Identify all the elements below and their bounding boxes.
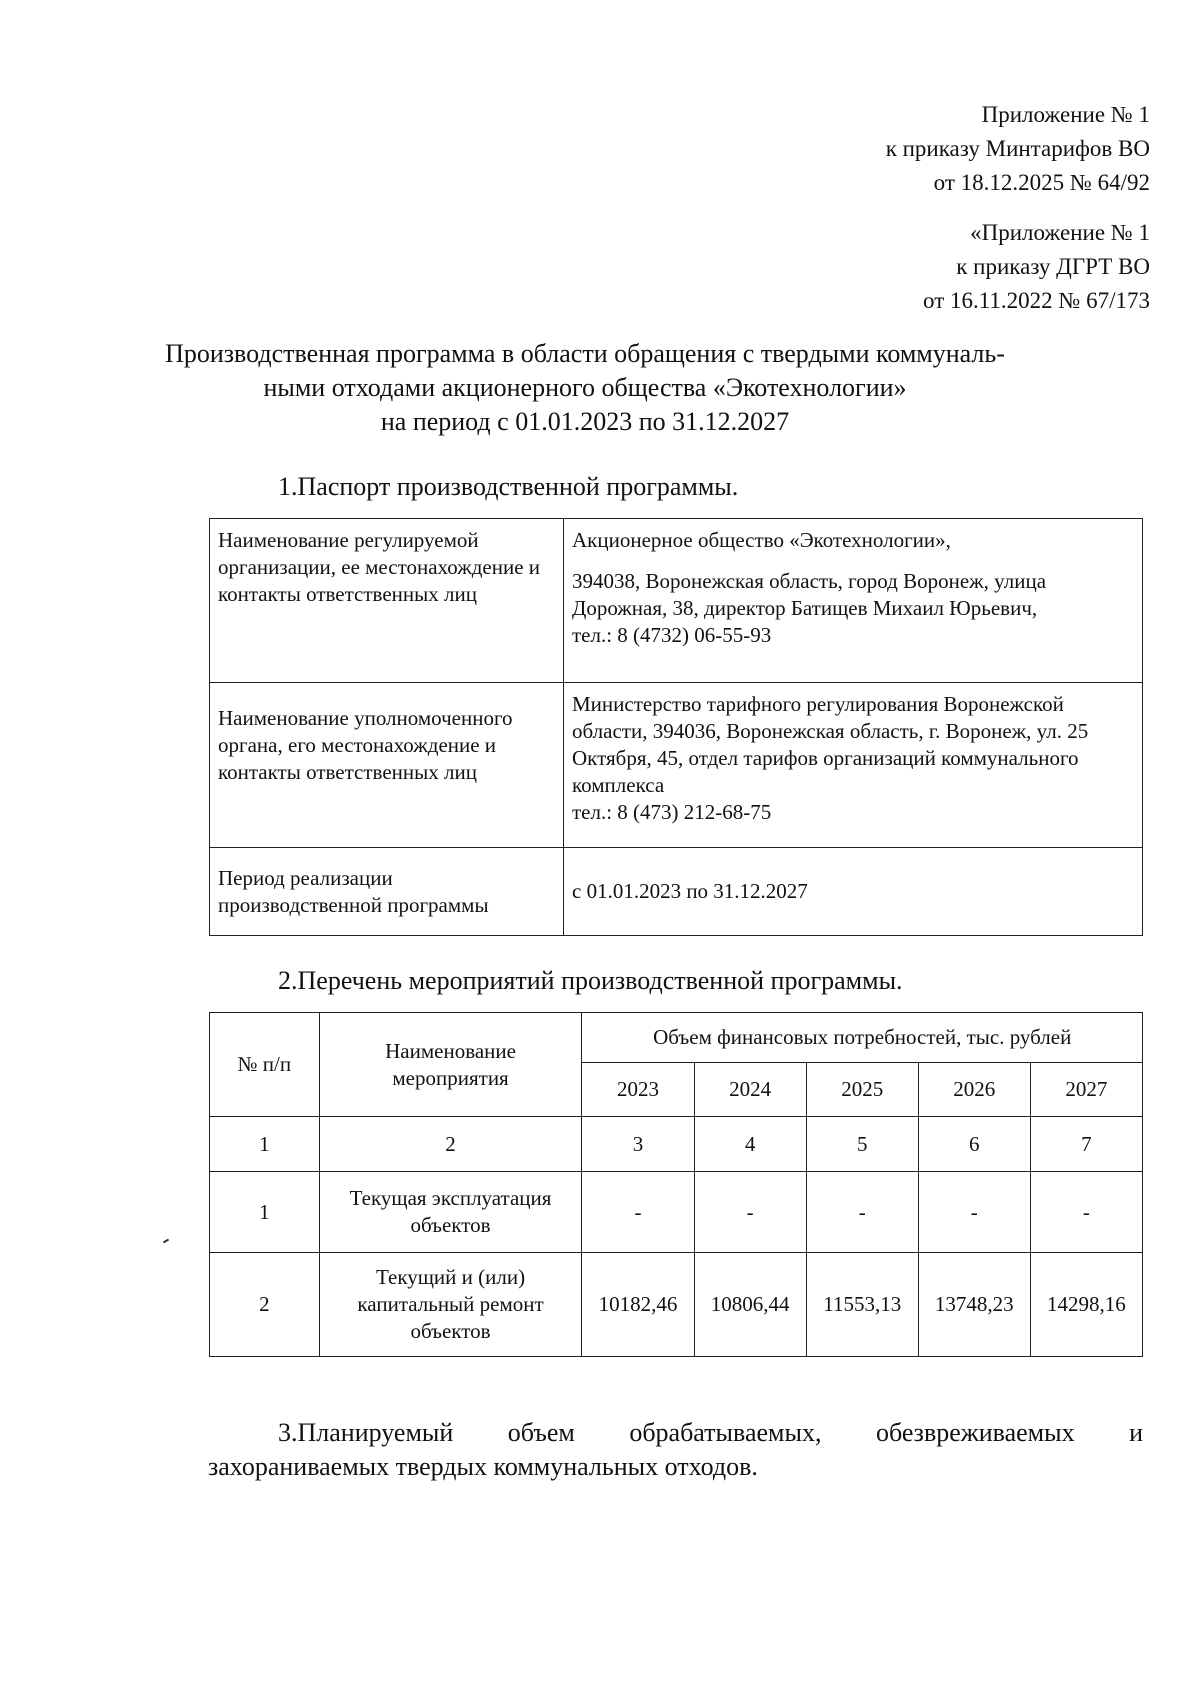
year-cell: 2025	[806, 1063, 918, 1117]
index-cell: 6	[918, 1117, 1030, 1172]
row-value: -	[694, 1172, 806, 1253]
row-value: -	[806, 1172, 918, 1253]
row-name: Текущий и (или) капитальный ремонт объектов	[319, 1253, 582, 1357]
passport-label-organization	[210, 519, 564, 683]
year-cell: 2027	[1030, 1063, 1142, 1117]
organization-address: 394038, Воронежская область, город Воронеж, улица Дорожная, 38, директор Батищев Михаил Юрьевич,	[572, 569, 1047, 620]
header-num: № п/п	[210, 1013, 320, 1117]
organization-name: Акционерное общество «Экотехнологии»,	[572, 528, 951, 552]
row-num: 2	[210, 1253, 320, 1357]
period-value: с 01.01.2023 по 31.12.2027	[572, 879, 808, 903]
row-value: 13748,23	[918, 1253, 1030, 1357]
annex-current-line3: от 18.12.2025 № 64/92	[933, 170, 1150, 195]
annex-previous-line3: от 16.11.2022 № 67/173	[923, 288, 1150, 313]
row-value: 10806,44	[694, 1253, 806, 1357]
measures-row-repair	[210, 1253, 1143, 1357]
measures-header-row	[210, 1013, 1143, 1063]
measures-index-row	[210, 1117, 1143, 1172]
annex-current	[886, 98, 1150, 200]
row-value: 14298,16	[1030, 1253, 1142, 1357]
title-line2: ными отходами акционерного общества «Экотехнологии»	[263, 373, 907, 402]
passport-label-text: Наименование регулируемой организации, ее местонахождение и контакты ответственных лиц	[218, 528, 541, 606]
index-cell: 3	[582, 1117, 694, 1172]
section3-word: обезвреживаемых	[875, 1418, 1075, 1447]
annex-previous	[923, 216, 1150, 318]
section2-heading: 2.Перечень мероприятий производственной программы.	[278, 966, 903, 995]
header-finance: Объем финансовых потребностей, тыс. рублей	[582, 1013, 1143, 1063]
authority-phone: тел.: 8 (473) 212-68-75	[572, 800, 772, 824]
section3-word: обрабатываемых,	[629, 1418, 822, 1447]
section3-word: и	[1129, 1418, 1143, 1447]
row-value: -	[1030, 1172, 1142, 1253]
section3-line2: захораниваемых твердых коммунальных отходов.	[208, 1452, 758, 1481]
index-cell: 5	[806, 1117, 918, 1172]
section3-heading	[208, 1416, 1143, 1484]
row-value: -	[582, 1172, 694, 1253]
year-cell: 2024	[694, 1063, 806, 1117]
annex-previous-line1: «Приложение № 1	[970, 220, 1150, 245]
row-value: -	[918, 1172, 1030, 1253]
annex-current-line2: к приказу Минтарифов ВО	[885, 136, 1150, 161]
index-cell: 4	[694, 1117, 806, 1172]
stray-mark	[163, 1239, 169, 1244]
row-value: 10182,46	[582, 1253, 694, 1357]
passport-label-period	[210, 848, 564, 936]
section3-line1	[208, 1416, 1143, 1450]
passport-table	[209, 518, 1143, 936]
passport-value-period	[564, 848, 1143, 936]
annex-current-line1: Приложение № 1	[981, 102, 1150, 127]
passport-label-text: Период реализации производственной программы	[218, 865, 489, 917]
annex-previous-line2: к приказу ДГРТ ВО	[956, 254, 1150, 279]
authority-address: Министерство тарифного регулирования Воронежской области, 394036, Воронежская область, г. Воронеж, ул. 25 Октября, 45, отдел тарифов организаций коммунального комплекса	[572, 692, 1089, 797]
document-title	[120, 337, 1050, 439]
index-cell: 1	[210, 1117, 320, 1172]
passport-value-organization	[564, 519, 1143, 683]
measures-row-operation	[210, 1172, 1143, 1253]
passport-value-authority	[564, 683, 1143, 848]
passport-row-period	[210, 848, 1143, 936]
year-cell: 2026	[918, 1063, 1030, 1117]
passport-label-authority	[210, 683, 564, 848]
title-line1: Производственная программа в области обращения с твердыми коммуналь-	[165, 339, 1005, 368]
row-value: 11553,13	[806, 1253, 918, 1357]
title-line3: на период с 01.01.2023 по 31.12.2027	[380, 407, 790, 436]
organization-phone: тел.: 8 (4732) 06-55-93	[572, 623, 772, 647]
passport-row-organization	[210, 519, 1143, 683]
index-cell: 7	[1030, 1117, 1142, 1172]
section1-heading: 1.Паспорт производственной программы.	[278, 472, 739, 501]
row-name: Текущая эксплуатация объектов	[319, 1172, 582, 1253]
section3-word: объем	[507, 1418, 575, 1447]
index-cell: 2	[319, 1117, 582, 1172]
year-cell: 2023	[582, 1063, 694, 1117]
measures-table	[209, 1012, 1143, 1357]
row-num: 1	[210, 1172, 320, 1253]
header-name: Наименование мероприятия	[319, 1013, 582, 1117]
passport-label-text: Наименование уполномоченного органа, его местонахождение и контакты ответственных лиц	[218, 706, 513, 784]
passport-row-authority	[210, 683, 1143, 848]
section3-word: 3.Планируемый	[278, 1418, 454, 1447]
